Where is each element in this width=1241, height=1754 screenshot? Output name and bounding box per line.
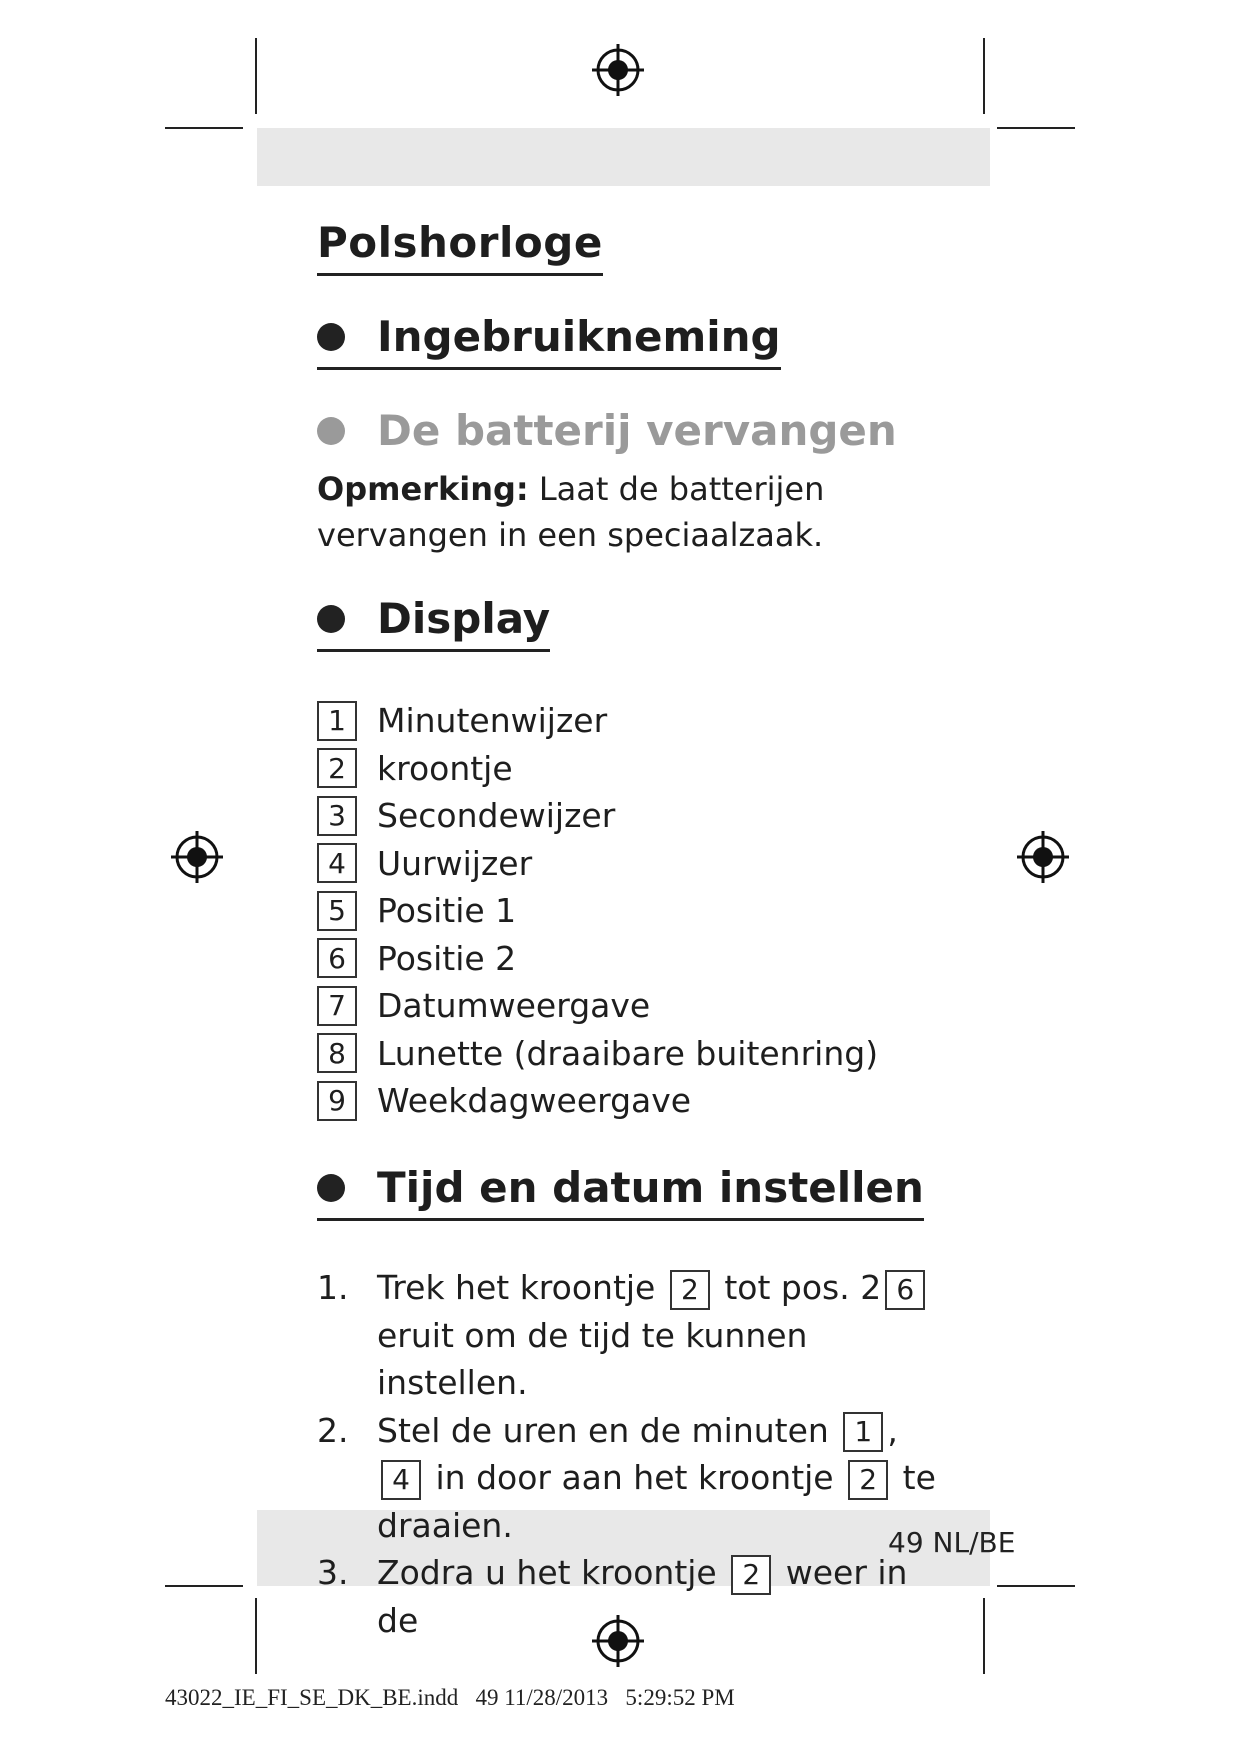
- print-slug: 43022_IE_FI_SE_DK_BE.indd 49 11/28/2013 5:29:52 PM: [165, 1685, 735, 1710]
- step-item: [317, 1549, 937, 1644]
- legend-label: Minutenwijzer: [377, 701, 608, 741]
- step-number: 1.: [317, 1268, 349, 1307]
- registration-mark-icon: [1015, 829, 1071, 885]
- legend-label: Weekdagweergave: [377, 1081, 692, 1121]
- crop-mark: [983, 38, 985, 114]
- legend-item: [317, 840, 878, 888]
- section-time-date-heading: [317, 1163, 924, 1221]
- legend-number: 8: [317, 1033, 357, 1073]
- legend-label: kroontje: [377, 748, 513, 788]
- note-label: Opmerking:: [317, 470, 529, 508]
- legend-item: [317, 1030, 878, 1078]
- legend-label: Secondewijzer: [377, 796, 616, 836]
- section-battery-heading: [317, 406, 897, 461]
- note-text: Laat de batterijen vervangen in een speciaalzaak.: [317, 470, 825, 554]
- crop-mark: [255, 1598, 257, 1674]
- legend-item: [317, 792, 878, 840]
- step-text: Trek het kroontje 2 tot pos. 2 6 eruit om de tijd te kunnen instellen.: [377, 1264, 937, 1407]
- bullet-icon: [317, 1174, 345, 1202]
- step-number: 2.: [317, 1410, 349, 1450]
- legend-item: [317, 745, 878, 793]
- legend-number: 3: [317, 796, 357, 836]
- ref-number: 1: [843, 1412, 883, 1452]
- legend-label: Datumweergave: [377, 986, 651, 1026]
- section-battery-label: De batterij vervangen: [377, 406, 897, 455]
- section-display-label: Display: [377, 594, 551, 643]
- bullet-icon: [317, 605, 345, 633]
- legend-label: Positie 1: [377, 891, 517, 931]
- legend-item: [317, 887, 878, 935]
- ref-number: 4: [381, 1460, 421, 1500]
- page-number: 49 NL/BE: [888, 1526, 1016, 1559]
- ref-number: 2: [731, 1555, 771, 1595]
- legend-number: 9: [317, 1081, 357, 1121]
- crop-mark: [983, 1598, 985, 1674]
- bullet-icon: [317, 323, 345, 351]
- step-text: Zodra u het kroontje 2 weer in de: [377, 1553, 908, 1640]
- step-text: Stel de uren en de minuten 1 ,4 in door aan het kroontje 2 te draaien.: [377, 1410, 936, 1545]
- legend-item: [317, 935, 878, 983]
- ref-number: 2: [670, 1270, 710, 1310]
- ref-number: 6: [885, 1270, 925, 1310]
- page-title: Polshorloge: [317, 218, 603, 276]
- steps-list: [317, 1264, 937, 1644]
- battery-note: [317, 466, 877, 558]
- legend-number: 5: [317, 891, 357, 931]
- section-time-date-label: Tijd en datum instellen: [377, 1163, 924, 1212]
- legend-item: [317, 697, 878, 745]
- registration-mark-icon: [590, 42, 646, 98]
- crop-mark: [997, 127, 1075, 129]
- legend-number: 1: [317, 701, 357, 741]
- legend-label: Positie 2: [377, 938, 517, 978]
- legend-item: [317, 1077, 878, 1125]
- step-number: 3.: [317, 1553, 349, 1592]
- ref-number: 2: [848, 1460, 888, 1500]
- step-item: [317, 1407, 937, 1550]
- bullet-icon: [317, 417, 345, 445]
- legend-item: [317, 982, 878, 1030]
- section-startup-label: Ingebruikneming: [377, 312, 781, 361]
- legend-label: Uurwijzer: [377, 843, 533, 883]
- legend-number: 6: [317, 938, 357, 978]
- crop-mark: [165, 127, 243, 129]
- registration-mark-icon: [169, 829, 225, 885]
- legend-label: Lunette (draaibare buitenring): [377, 1033, 879, 1073]
- section-startup-heading: [317, 312, 781, 370]
- parts-legend: [317, 697, 878, 1125]
- step-item: [317, 1264, 937, 1407]
- crop-mark: [997, 1585, 1075, 1587]
- legend-number: 7: [317, 986, 357, 1026]
- legend-number: 2: [317, 748, 357, 788]
- section-display-heading: [317, 594, 550, 652]
- crop-mark: [255, 38, 257, 114]
- legend-number: 4: [317, 843, 357, 883]
- header-band: [257, 128, 990, 186]
- crop-mark: [165, 1585, 243, 1587]
